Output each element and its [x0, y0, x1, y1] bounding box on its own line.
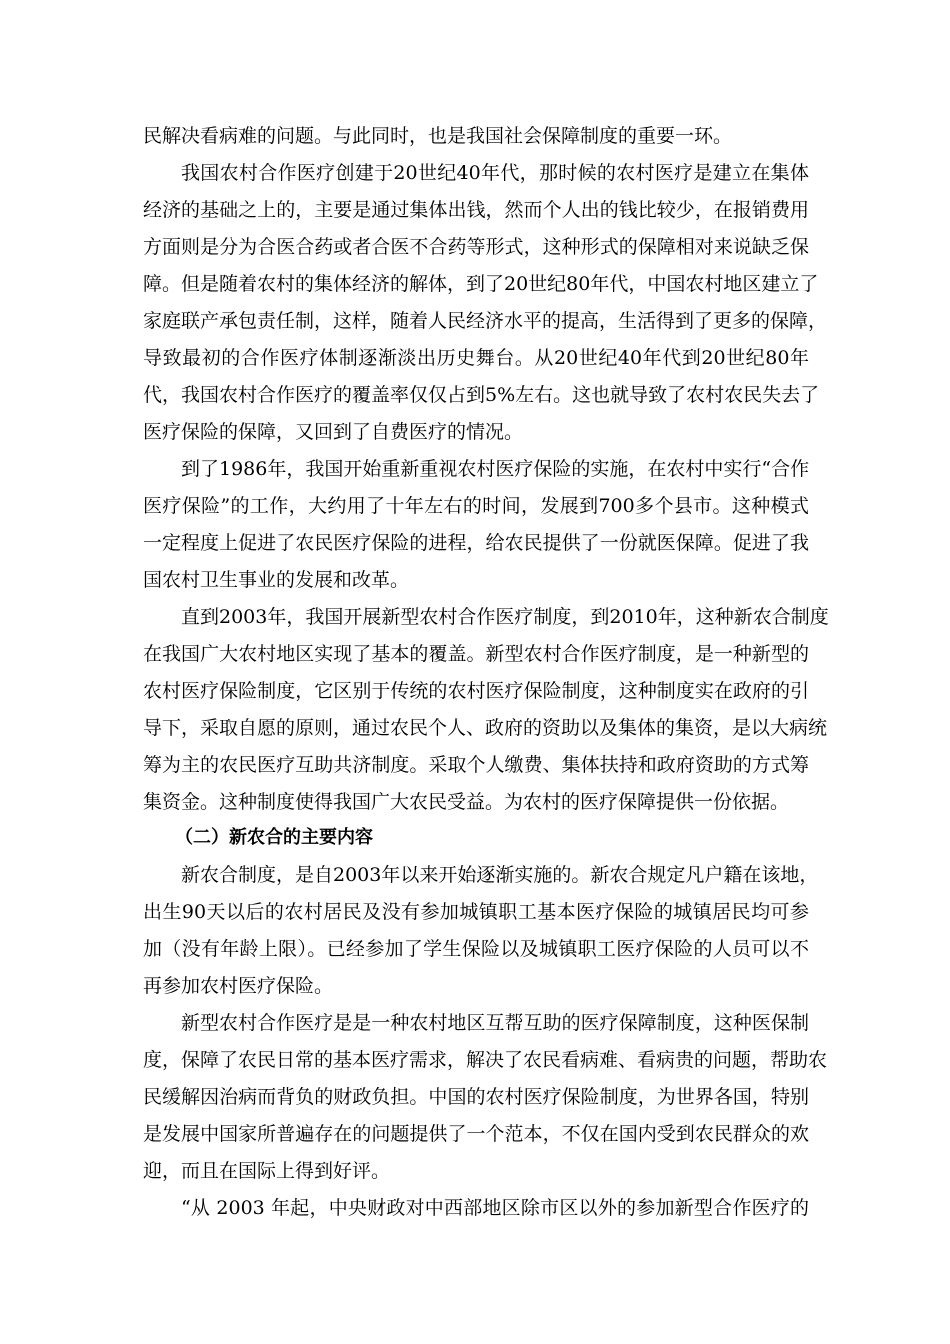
paragraph-line: 我国农村合作医疗创建于20世纪40年代，那时候的农村医疗是建立在集体: [181, 162, 809, 184]
paragraph-line: 在我国广大农村地区实现了基本的覆盖。新型农村合作医疗制度，是一种新型的: [143, 643, 809, 665]
paragraph-line: 出生90天以后的农村居民及没有参加城镇职工基本医疗保险的城镇居民均可参: [143, 901, 809, 923]
paragraph-line: 家庭联产承包责任制，这样，随着人民经济水平的提高，生活得到了更多的保障，: [143, 310, 828, 332]
paragraph-line: 筹为主的农民医疗互助共济制度。采取个人缴费、集体扶持和政府资助的方式筹: [143, 754, 809, 776]
paragraph-line: 到了1986年，我国开始重新重视农村医疗保险的实施，在农村中实行“合作: [181, 458, 810, 480]
paragraph-line: 医疗保险的保障，又回到了自费医疗的情况。: [143, 421, 524, 443]
paragraph-line: 新农合制度，是自2003年以来开始逐渐实施的。新农合规定凡户籍在该地，: [181, 864, 819, 886]
paragraph-line: 方面则是分为合医合药或者合医不合药等形式，这种形式的保障相对来说缺乏保: [143, 236, 809, 258]
paragraph-line: 民解决看病难的问题。与此同时，也是我国社会保障制度的重要一环。: [143, 125, 733, 147]
paragraph-line: 农村医疗保险制度，它区别于传统的农村医疗保险制度，这种制度实在政府的引: [143, 680, 809, 702]
paragraph-line: 民缓解因治病而背负的财政负担。中国的农村医疗保险制度，为世界各国，特别: [143, 1086, 809, 1108]
paragraph-line: 是发展中国家所普遍存在的问题提供了一个范本，不仅在国内受到农民群众的欢: [143, 1123, 809, 1145]
section-heading: （二）新农合的主要内容: [175, 827, 373, 848]
paragraph-line: 集资金。这种制度使得我国广大农民受益。为农村的医疗保障提供一份依据。: [143, 791, 790, 813]
paragraph-line: 直到2003年，我国开展新型农村合作医疗制度，到2010年，这种新农合制度: [181, 606, 829, 628]
paragraph-line: 国农村卫生事业的发展和改革。: [143, 569, 410, 591]
paragraph-line: 障。但是随着农村的集体经济的解体，到了20世纪80年代，中国农村地区建立了: [143, 273, 819, 295]
paragraph-line: 加（没有年龄上限）。已经参加了学生保险以及城镇职工医疗保险的人员可以不: [143, 938, 809, 960]
paragraph-line: 新型农村合作医疗是是一种农村地区互帮互助的医疗保障制度，这种医保制: [181, 1012, 809, 1034]
paragraph-line: 再参加农村医疗保险。: [143, 975, 334, 997]
paragraph-line: 导致最初的合作医疗体制逐渐淡出历史舞台。从20世纪40年代到20世纪80年: [143, 347, 809, 369]
paragraph-line: 导下，采取自愿的原则，通过农民个人、政府的资助以及集体的集资，是以大病统: [143, 717, 828, 739]
paragraph-line: “从 2003 年起，中央财政对中西部地区除市区以外的参加新型合作医疗的: [181, 1197, 809, 1219]
paragraph-line: 一定程度上促进了农民医疗保险的进程，给农民提供了一份就医保障。促进了我: [143, 532, 809, 554]
paragraph-line: 经济的基础之上的，主要是通过集体出钱，然而个人出的钱比较少，在报销费用: [143, 199, 809, 221]
paragraph-line: 代，我国农村合作医疗的覆盖率仅仅占到5%左右。这也就导致了农村农民失去了: [143, 384, 820, 406]
paragraph-line: 医疗保险”的工作，大约用了十年左右的时间，发展到700多个县市。这种模式: [143, 495, 809, 517]
paragraph-line: 度，保障了农民日常的基本医疗需求，解决了农民看病难、看病贵的问题，帮助农: [143, 1049, 828, 1071]
paragraph-line: 迎，而且在国际上得到好评。: [143, 1160, 391, 1182]
